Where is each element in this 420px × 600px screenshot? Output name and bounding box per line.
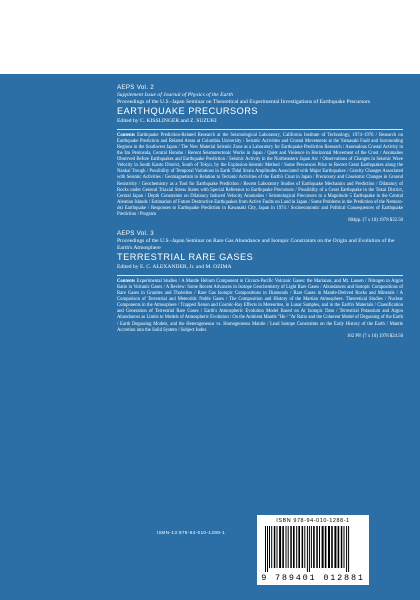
barcode-isbn: ISBN 978-94-010-1288-1 <box>276 518 350 524</box>
barcode-bar <box>267 526 268 572</box>
vol2-supplement-text: Supplement Issue of Journal of Physics of the Earth <box>117 92 233 98</box>
barcode-bar <box>290 526 292 568</box>
vol2-proceedings: Proceedings of the U.S.-Japan Seminar on Theoretical and Experimental Investigations of Earthquake Precursors <box>117 98 371 105</box>
barcode-number: 9 789401 012881 <box>261 573 365 583</box>
barcode-bar <box>316 526 318 568</box>
vol3-editors: Edited by E. C. ALEXANDER, Jr. and M. OZIMA <box>117 264 232 271</box>
barcode-bar <box>328 526 330 568</box>
isbn-label: ISBN-13:978-94-010-1288-1 <box>157 531 226 536</box>
vol2-editors: Edited by C. KISSLINGER and Z. SUZUKI <box>117 118 217 125</box>
vol3-proceedings: Proceedings of the U.S.-Japan Seminar on Rare Gas Abundance and Isotopic Constraints on the Origin and Evolution of the Earth's Atmosphere <box>117 238 395 251</box>
vol2-title: EARTHQUAKE PRECURSORS <box>117 106 259 117</box>
barcode-box <box>257 515 369 585</box>
barcode-bar <box>274 526 276 568</box>
vol3-contents-text: Experimental Studies / A Mantle Helium Component in Circum-Pacific Volcanic Gases: the Marianas, and Mt. Lassen / Nitrogen to Argon Ratio in Volcanic Gases / A Review: Some Recent Advances in Isotope Geochemistry of Light Rare Gases / Abundances and Isotopic Compositions of Rare Gases in Granites and Tholeiites / Rare Gas Isotopic Compositions in Diamonds / Rare Gases in Mantle-Derived Rocks and Minerals / A Comparison of Terrestrial and Meteoritic Noble Gases / The Composition and History of the Martian Atmosphere. Theoretical Studies / Nuclear Components in the Atmosphere / Trapped Xenon and Cosmic-Ray Effects in Meteorites, in Lunar Samples, and in the Earth's Materials / Classification and Generation of Terrestrial Rare Gases / Earth's Atmospheric Evolution Model Based on Ar Isotopic Data / Terrestrial Potassium and Argon Abundances as Limits to Models of Atmospheric Evolution / On the Ambient Mantle "He / "Ar Ratio and the Coherent Model of Degassing of the Earth / Earth Degassing Models, and the Heterogeneous vs. Homogeneous Mantle / Lead Isotope Constraints on the Early History of the Earth / Mantle Accretion into the Solid System / Subject Index <box>117 278 403 333</box>
barcode-bar <box>293 526 295 568</box>
barcode-bar <box>296 526 297 568</box>
barcode-bar <box>277 526 278 568</box>
barcode-bar <box>311 526 312 568</box>
barcode-bar <box>302 526 304 568</box>
volume-2-block <box>117 84 403 224</box>
barcode-bar <box>334 526 336 568</box>
vol2-divider <box>117 129 403 130</box>
barcode-bar <box>265 526 266 572</box>
barcode-bar <box>319 526 320 568</box>
barcode-bar <box>344 526 345 568</box>
barcode-bar <box>346 526 347 572</box>
barcode-bar <box>307 526 308 572</box>
vol3-contents <box>117 279 403 334</box>
barcode-bar <box>288 526 289 568</box>
barcode-bar <box>313 526 315 568</box>
barcode-bar <box>279 526 281 568</box>
barcode-bar <box>331 526 333 568</box>
vol3-divider <box>117 275 403 276</box>
barcode-bar <box>338 526 340 568</box>
barcode-bar <box>304 526 305 568</box>
barcode-bar <box>309 526 310 572</box>
barcode-bar <box>322 526 324 568</box>
barcode-bar <box>325 526 327 568</box>
vol3-contents-label: Contents <box>117 278 135 284</box>
cover-text-column <box>117 84 403 346</box>
vol3-series-label: AEPS Vol. 3 <box>117 230 155 238</box>
vol2-contents-label: Contents <box>117 132 135 138</box>
barcode-bar <box>269 526 270 568</box>
barcode-bars <box>263 526 363 572</box>
barcode-bar <box>271 526 272 568</box>
vol2-contents-text: Earthquake Prediction-Related Research at the Seismological Laboratory, California Institute of Technology, 1974–1976 / Research on Earthquake Prediction and Related Areas at Columbia University / Seismic Activities and Crustal Movements at the Yamasaki Fault and Surrounding Regions in the Southwest Japan / The New Material Seismic Zone as a Laboratory for Earthquake Prediction Research / Anomalous Crustal Activity in the Izu Peninsula, Central Honshu / Recent Seismotectonic Works in Japan / Quiet and Violence in Horizontal Movement of the Crust / Anomalies Observed Before Earthquakes and Earthquake Prediction / Seismic Activity in the Northeastern Japan Arc / Observations of Changes in Seismic Wave Velocity in South Kanto District, South of Tokyo, by the Explosion-Seismic Method / Some Precursors Prior to Recent Great Earthquakes along the Nankai Trough / Possibility of Temporal Variations in Earth Tidal Strain Amplitudes Associated with Major Earthquakes / Gravity Changes Associated with Seismic Activities / Geomagnetism in Relation to Tectonic Activities of the Earth's Crust in Japan / Precursory and Coseismic Changes in Ground Resistivity / Geochemistry as a Tool for Earthquake Prediction / Recent Laboratory Studies of Earthquake Mechanics and Prediction / Dilatancy of Rocks under General Triaxial Stress States with Special Reference to Earthquake Precursors / Possibility of a Great Earthquake in the Tokai District, Central Japan / Depth Constraints on Dilatancy Induced Velocity Anomalies / Seismological Precursors to a Magnitude 5 Earthquake in the Central Aleutian Islands / Estimation of Future Destructive Earthquakes from Active Faults on Land in Japan / Some Problems in the Prediction of the Nemuro-oki Earthquake / Responses to Earthquake Prediction in Kawasaki City, Japan in 1974 / Socioeconomic and Political Consequences of Earthquake Prediction / Program <box>117 132 403 217</box>
vol2-contents <box>117 133 403 218</box>
barcode-bar <box>348 526 349 572</box>
vol3-title: TERRESTRIAL RARE GASES <box>117 252 254 263</box>
barcode-bar <box>286 526 287 568</box>
vol2-supplement <box>117 92 403 99</box>
volume-3-block <box>117 230 403 340</box>
vol2-price: 804pp. (7 x 10) 1978 $32.50 <box>348 218 403 224</box>
barcode-bar <box>282 526 284 568</box>
barcode-bar <box>298 526 300 568</box>
vol2-series-label: AEPS Vol. 2 <box>117 84 155 91</box>
vol3-price: 162 PP. (7 x 10) 1978 $24.50 <box>347 333 403 339</box>
barcode-bar <box>341 526 343 568</box>
